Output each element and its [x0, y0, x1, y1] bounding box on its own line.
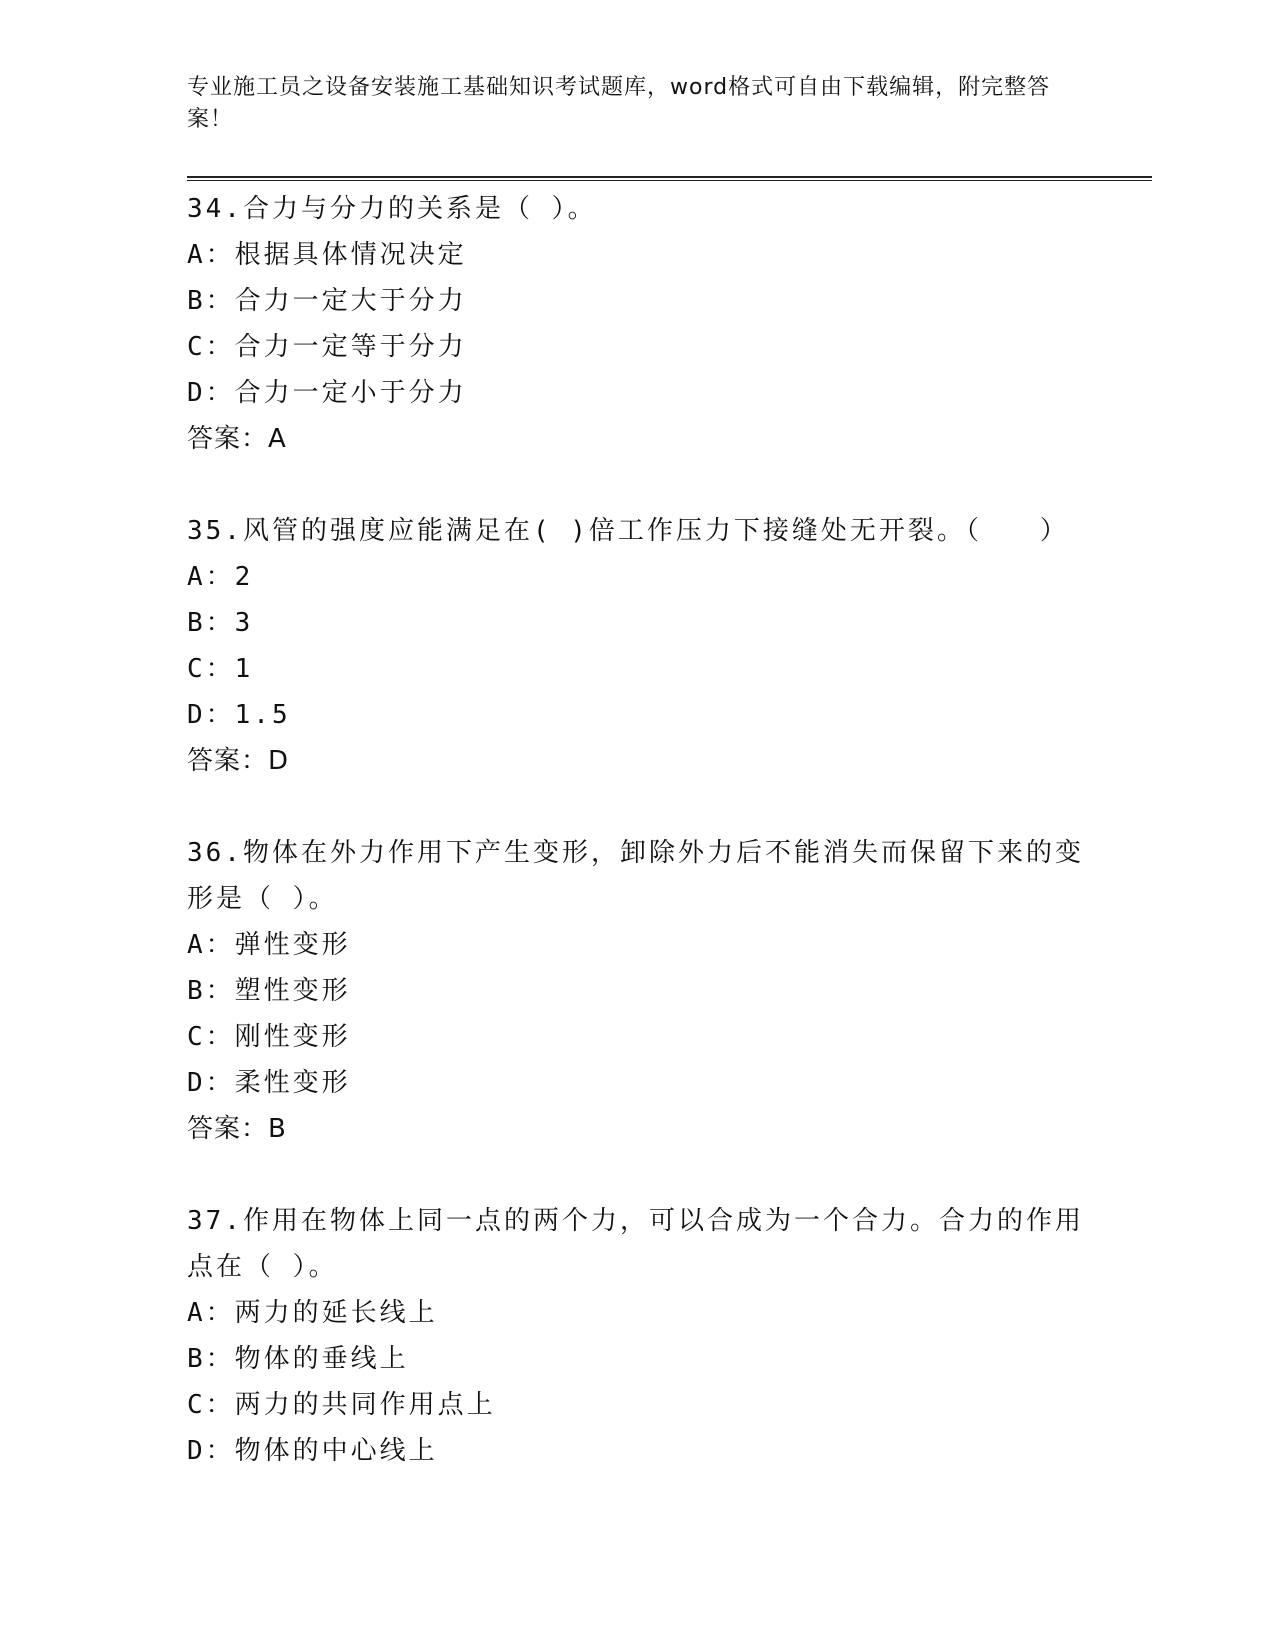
- question-stem: 36.物体在外力作用下产生变形，卸除外力后不能消失而保留下来的变形是（ ）。: [187, 838, 1084, 914]
- option-text: 根据具体情况决定: [234, 240, 467, 270]
- question-34: [187, 186, 1087, 462]
- option-text: 1: [234, 654, 254, 684]
- option-c: [187, 324, 1087, 370]
- option-key: B：: [187, 1344, 235, 1374]
- option-list: [187, 554, 1087, 738]
- option-text: 塑性变形: [234, 976, 351, 1006]
- option-text: 合力一定大于分力: [234, 286, 467, 316]
- option-text: 刚性变形: [234, 1022, 351, 1052]
- option-key: C：: [187, 1022, 235, 1052]
- option-d: [187, 692, 1087, 738]
- option-key: C：: [187, 654, 235, 684]
- option-key: A：: [187, 1298, 235, 1328]
- option-c: [187, 1382, 1087, 1428]
- question-list: [187, 186, 1087, 1520]
- option-key: B：: [187, 976, 235, 1006]
- answer-line: 答案：D: [187, 746, 290, 776]
- answer-line: 答案：B: [187, 1114, 287, 1144]
- option-key: A：: [187, 930, 235, 960]
- option-text: 弹性变形: [234, 930, 351, 960]
- option-text: 3: [234, 608, 254, 638]
- option-key: C：: [187, 332, 235, 362]
- answer-line: 答案：A: [187, 424, 287, 454]
- question-stem: 37.作用在物体上同一点的两个力，可以合成为一个合力。合力的作用点在（ ）。: [187, 1206, 1084, 1282]
- header-divider: [187, 176, 1152, 181]
- option-text: 物体的垂线上: [234, 1344, 409, 1374]
- option-c: [187, 1014, 1087, 1060]
- option-b: [187, 600, 1087, 646]
- option-list: [187, 922, 1087, 1106]
- option-text: 1.5: [234, 700, 291, 730]
- option-key: A：: [187, 240, 235, 270]
- option-b: [187, 1336, 1087, 1382]
- option-d: [187, 1428, 1087, 1474]
- option-list: [187, 1290, 1087, 1474]
- option-d: [187, 1060, 1087, 1106]
- option-b: [187, 278, 1087, 324]
- option-text: 合力一定等于分力: [234, 332, 467, 362]
- page-header: 专业施工员之设备安装施工基础知识考试题库，word格式可自由下载编辑，附完整答案！: [187, 75, 1051, 132]
- option-text: 物体的中心线上: [234, 1436, 438, 1466]
- question-35: [187, 508, 1087, 784]
- option-text: 两力的共同作用点上: [234, 1390, 496, 1420]
- option-d: [187, 370, 1087, 416]
- question-stem: 34.合力与分力的关系是（ ）。: [187, 194, 597, 224]
- option-a: [187, 554, 1087, 600]
- option-c: [187, 646, 1087, 692]
- option-text: 两力的延长线上: [234, 1298, 438, 1328]
- option-key: D：: [187, 1436, 235, 1466]
- option-key: D：: [187, 700, 235, 730]
- question-36: [187, 830, 1087, 1152]
- option-key: C：: [187, 1390, 235, 1420]
- option-key: B：: [187, 608, 235, 638]
- question-stem: 35.风管的强度应能满足在( )倍工作压力下接缝处无开裂。（ ）: [187, 516, 1069, 546]
- option-b: [187, 968, 1087, 1014]
- option-text: 合力一定小于分力: [234, 378, 467, 408]
- option-key: D：: [187, 1068, 235, 1098]
- option-a: [187, 232, 1087, 278]
- question-37: [187, 1198, 1087, 1474]
- option-key: D：: [187, 378, 235, 408]
- option-a: [187, 1290, 1087, 1336]
- option-text: 2: [234, 562, 254, 592]
- option-text: 柔性变形: [234, 1068, 351, 1098]
- option-key: B：: [187, 286, 235, 316]
- option-a: [187, 922, 1087, 968]
- option-list: [187, 232, 1087, 416]
- option-key: A：: [187, 562, 235, 592]
